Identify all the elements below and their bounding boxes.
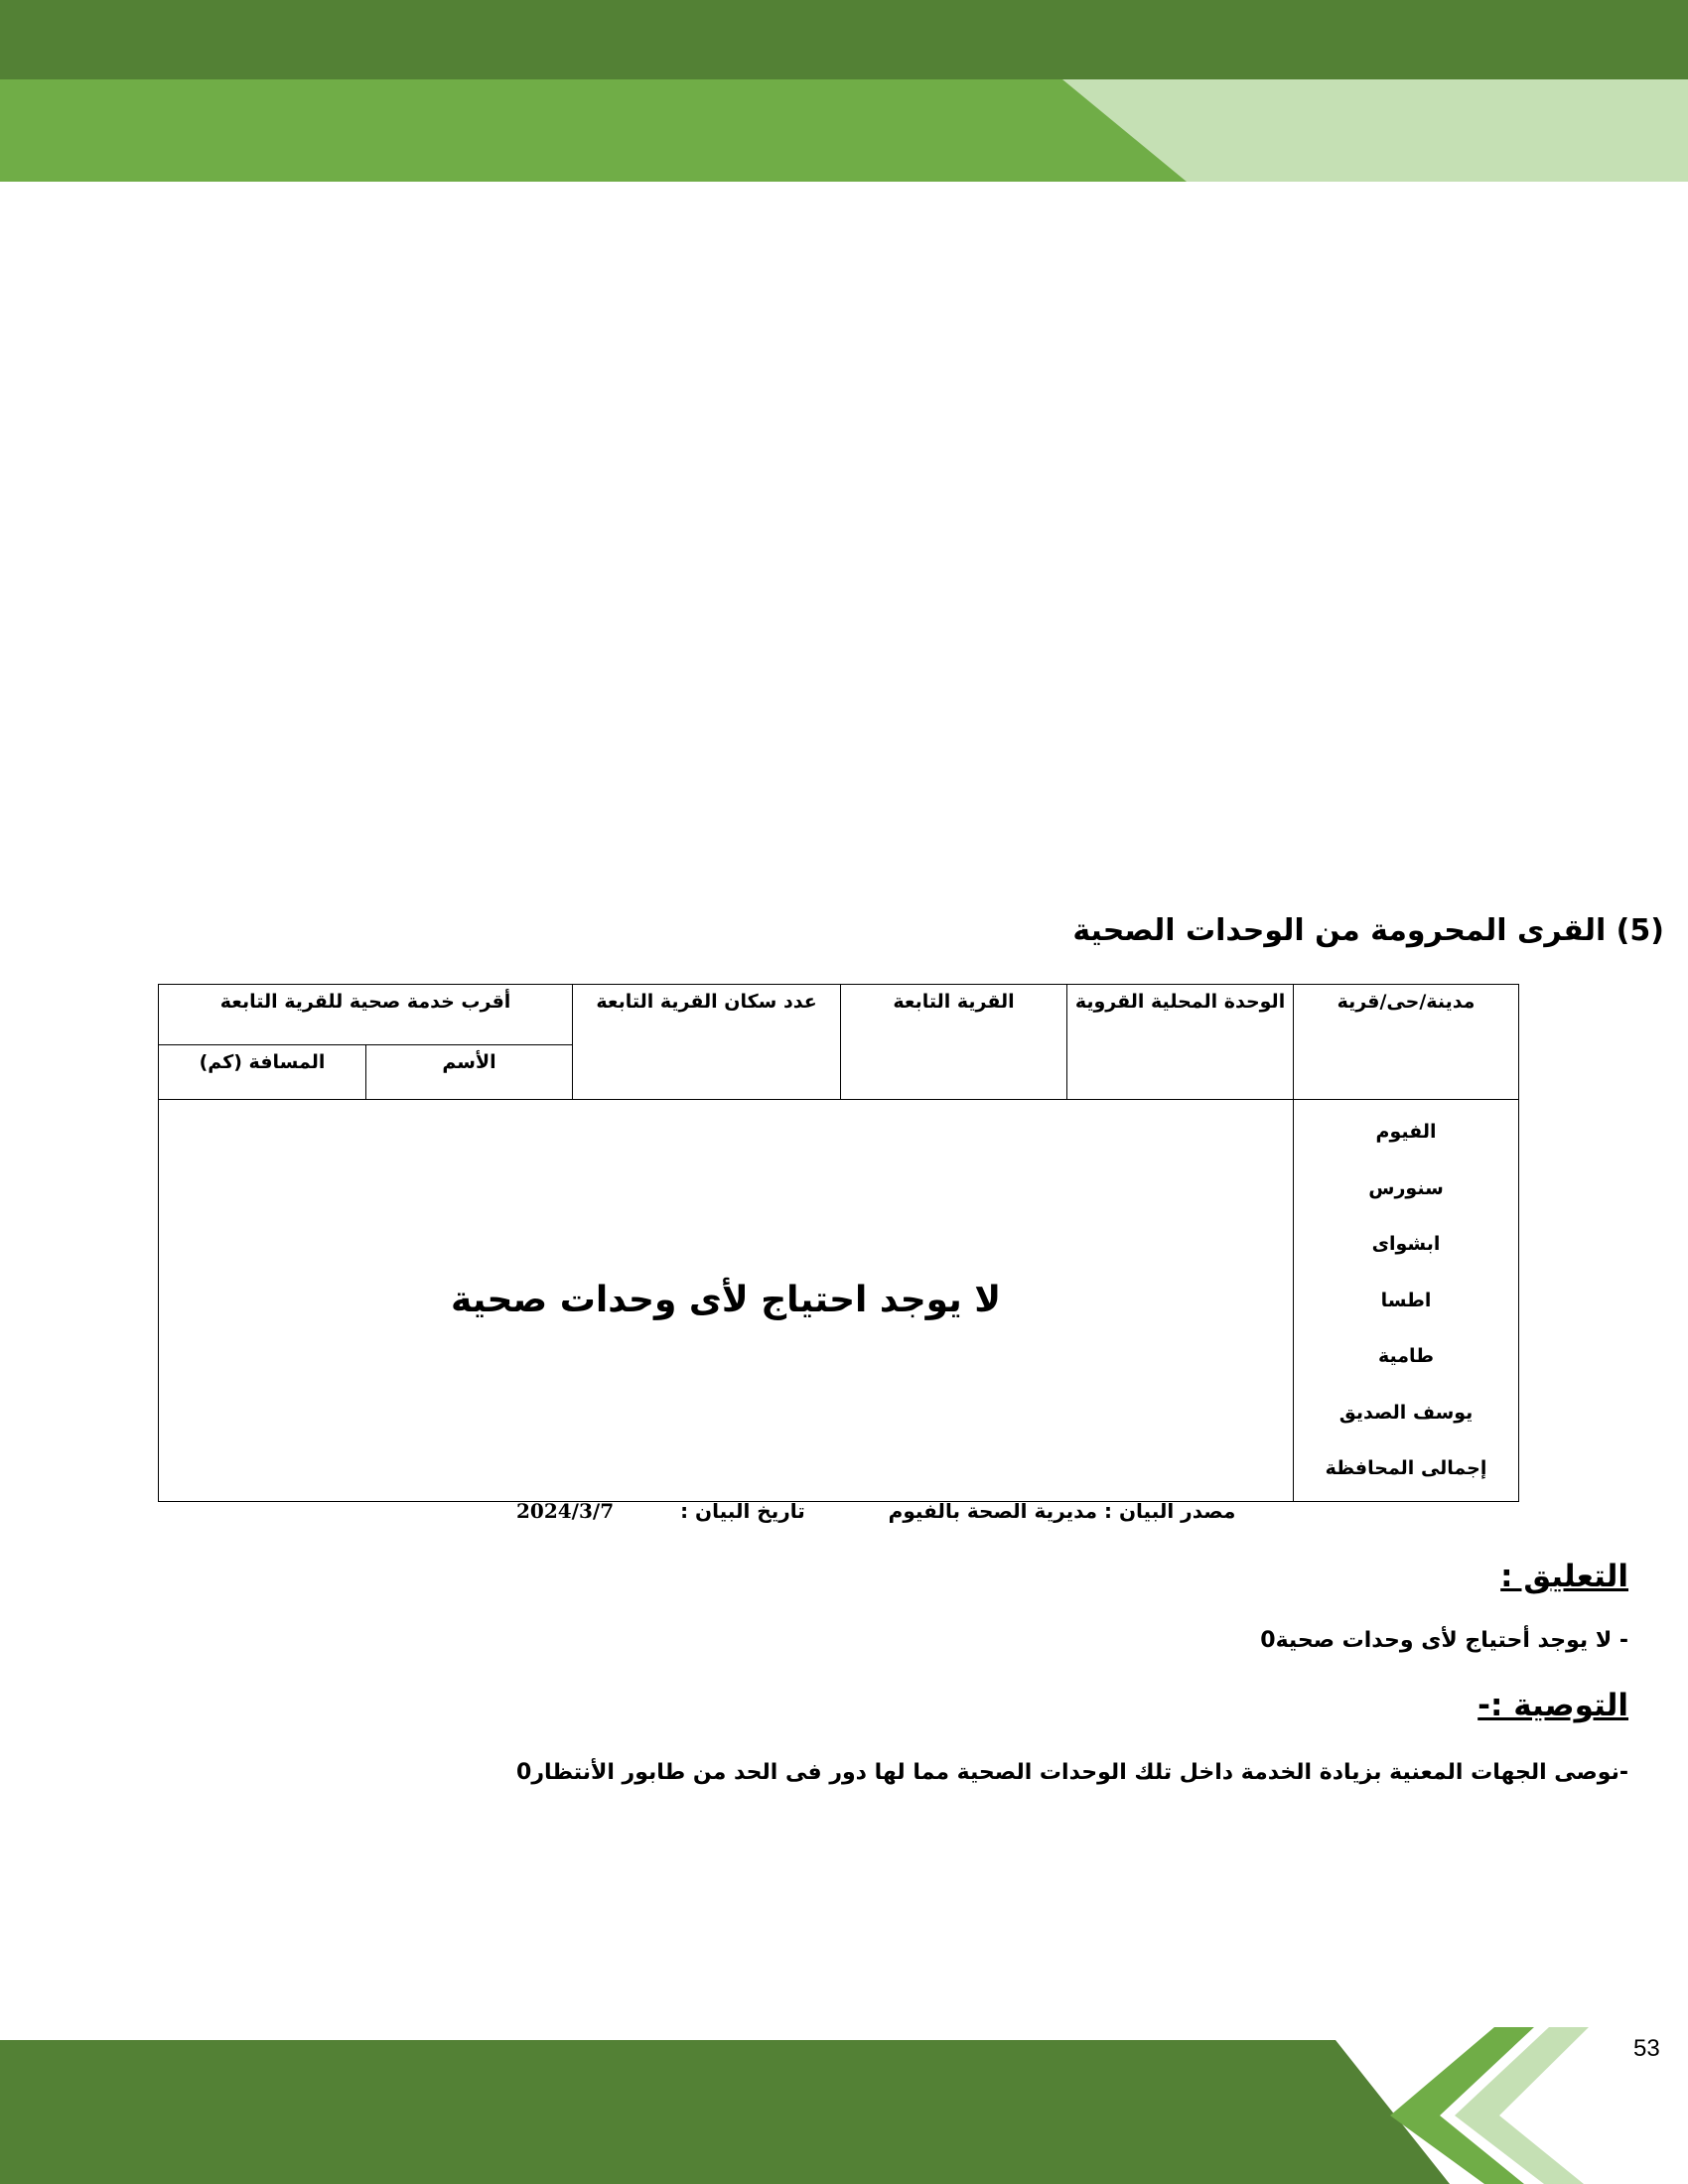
date-label: تاريخ البيان : xyxy=(680,1499,805,1523)
footer-decoration xyxy=(0,2021,1688,2184)
data-source xyxy=(516,1499,1235,1523)
header-nearest-service: أقرب خدمة صحية للقرية التابعة xyxy=(159,985,573,1045)
header-population: عدد سكان القرية التابعة xyxy=(573,985,841,1100)
header-name: الأسم xyxy=(366,1045,573,1100)
header-distance: المسافة (كم) xyxy=(159,1045,366,1100)
city-item: يوسف الصديق xyxy=(1338,1401,1474,1424)
header-decoration xyxy=(0,0,1688,189)
cities-cell xyxy=(1294,1100,1519,1502)
comment-heading: التعليق : xyxy=(1500,1559,1628,1594)
source-label: مصدر البيان : مديرية الصحة بالفيوم xyxy=(888,1499,1236,1523)
deprived-villages-table xyxy=(158,984,1519,1502)
header-city: مدينة/حى/قرية xyxy=(1294,985,1519,1100)
recommendation-heading: التوصية :- xyxy=(1477,1688,1628,1723)
page-number: 53 xyxy=(1633,2035,1660,2062)
comment-text: - لا يوجد أحتياج لأى وحدات صحية0 xyxy=(1260,1628,1628,1653)
section-title: (5) القرى المحرومة من الوحدات الصحية xyxy=(1072,913,1664,948)
date-value: 2024/3/7 xyxy=(516,1499,615,1523)
recommendation-text: -نوصى الجهات المعنية بزيادة الخدمة داخل تلك الوحدات الصحية مما لها دور فى الحد من طابور الأنتظار0 xyxy=(516,1760,1628,1785)
header-local-unit: الوحدة المحلية القروية xyxy=(1067,985,1294,1100)
city-item: اطسا xyxy=(1380,1289,1432,1311)
city-item: ابشواى xyxy=(1371,1233,1441,1255)
city-item: طامية xyxy=(1377,1345,1435,1367)
governorate-total: إجمالى المحافظة xyxy=(1325,1457,1487,1479)
header-village: القرية التابعة xyxy=(841,985,1067,1100)
city-item: الفيوم xyxy=(1375,1121,1437,1143)
city-item: سنورس xyxy=(1368,1176,1444,1199)
no-need-message: لا يوجد احتياج لأى وحدات صحية xyxy=(159,1100,1294,1502)
